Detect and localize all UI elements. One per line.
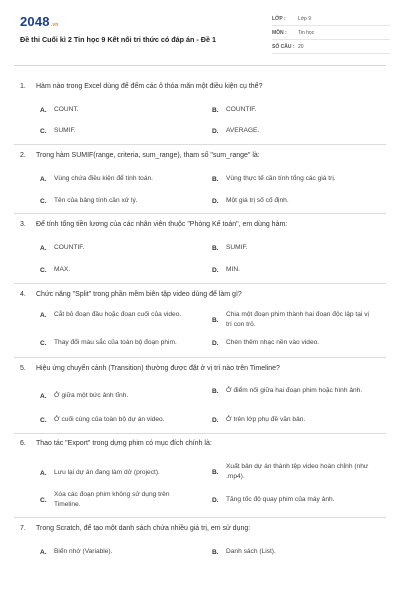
exam-info-table [272,12,390,54]
option-text: COUNTIF. [226,106,257,113]
option-letter: B. [212,106,219,114]
option-text: Chèn thêm nhạc nền vào video. [226,339,320,346]
question-text [20,291,242,298]
option-text: Thay đổi màu sắc của toàn bộ đoạn phim. [54,339,177,346]
info-label: MÔN : [272,29,287,36]
question-divider [14,517,386,518]
question-divider [14,144,386,145]
info-row-subject [272,26,390,40]
option-text: Tăng tốc độ quay phim của máy ảnh. [226,496,335,503]
option-c[interactable] [40,490,212,510]
info-value: Tin học [298,29,315,36]
question-number: 2. [20,152,26,159]
option-d[interactable] [212,415,305,425]
option-letter: D. [212,127,219,135]
option-text: Lưu lại dự án đang làm dở (project). [54,469,160,476]
option-text: Ở cuối cùng của toàn bộ dự án video. [54,416,165,423]
option-letter: D. [212,266,219,274]
option-letter: D. [212,339,219,347]
option-letter: A. [40,106,47,114]
option-b[interactable] [212,174,336,184]
question-number: 3. [20,221,26,228]
option-letter: A. [40,175,47,183]
question-body: Hàm nào trong Excel dùng để đếm các ô thỏa mãn một điều kiện cụ thể? [36,83,263,90]
info-value: Lớp 9 [298,15,312,22]
option-text: MIN. [226,266,240,273]
logo-suffix: .vn [50,22,59,28]
option-b[interactable] [212,243,248,253]
info-row-count [272,40,390,54]
question-divider [14,433,386,434]
logo-main: 2048 [20,14,50,29]
info-label: LỚP : [272,15,286,22]
question-divider [14,213,386,214]
question-divider [14,357,386,358]
question-text [20,152,260,159]
option-text: Cắt bỏ đoạn đầu hoặc đoạn cuối của video. [54,311,182,318]
option-letter: B. [212,244,219,252]
question-number: 1. [20,83,26,90]
option-text: Ở giữa một bức ảnh tĩnh. [54,392,129,399]
option-letter: C. [40,339,47,347]
option-c[interactable] [40,196,138,206]
option-letter: A. [40,244,47,252]
question-text [20,365,280,372]
info-row-class [272,12,390,26]
question-text [20,221,287,228]
info-value: 20 [298,43,304,50]
option-text: SUMIF. [226,244,248,251]
option-b[interactable] [212,386,388,396]
option-b[interactable] [212,105,256,115]
option-c[interactable] [40,126,76,136]
option-text: Danh sách (List). [226,548,276,555]
option-a[interactable] [40,468,160,478]
question-body: Để tính tổng tiền lương của các nhân viên thuộc "Phòng Kế toán", em dùng hàm: [36,221,288,228]
option-letter: C. [40,127,47,135]
option-a[interactable] [40,391,128,401]
option-letter: B. [212,387,219,395]
question-number: 7. [20,525,26,532]
option-text: COUNT. [54,106,79,113]
question-number: 6. [20,440,26,447]
question-body: Trong Scratch, để tạo một danh sách chứa nhiều giá trị, em sử dụng: [36,525,251,532]
option-text: Vùng thực tế cần tính tổng các giá trị. [226,175,336,182]
option-a[interactable] [40,547,112,557]
option-d[interactable] [212,495,335,505]
option-letter: C. [40,197,47,205]
option-d[interactable] [212,265,240,275]
option-letter: C. [40,416,47,424]
option-letter: A. [40,469,47,477]
option-b[interactable] [212,462,388,482]
question-number: 4. [20,291,26,298]
option-a[interactable] [40,174,153,184]
option-text: Biến nhớ (Variable). [54,548,113,555]
option-c[interactable] [40,265,70,275]
option-letter: B. [212,468,219,476]
option-text: MAX. [54,266,71,273]
site-logo[interactable] [20,14,59,29]
option-text: Ở điểm nối giữa hai đoạn phim hoặc hình ảnh. [226,387,363,394]
option-text: Tên của bảng tính cần xử lý. [54,197,138,204]
question-body: Hiệu ứng chuyển cảnh (Transition) thường được đặt ở vị trí nào trên Timeline? [36,365,280,372]
option-letter: A. [40,311,47,319]
question-text [20,83,262,90]
question-text [20,440,212,447]
option-c[interactable] [40,338,177,348]
option-a[interactable] [40,105,79,115]
option-a[interactable] [40,310,200,320]
option-letter: B. [212,548,219,556]
option-text: SUMIF. [54,127,76,134]
option-letter: D. [212,197,219,205]
exam-header [14,0,386,66]
option-letter: A. [40,392,47,400]
option-text: Xóa các đoạn phim không sử dụng trên Timeline. [54,491,170,508]
option-text: COUNTIF. [54,244,85,251]
option-a[interactable] [40,243,84,253]
option-text: Một giá trị số cố định. [226,197,289,204]
option-text: Ở trên lớp phụ đề văn bản. [226,416,306,423]
question-number: 5. [20,365,26,372]
option-letter: C. [40,266,47,274]
option-letter: B. [212,316,219,324]
option-letter: B. [212,175,219,183]
option-d[interactable] [212,196,289,206]
option-letter: C. [40,496,47,504]
question-body: Thao tác "Export" trong dựng phim có mục đích chính là: [36,440,212,447]
question-text [20,525,250,532]
option-text: Vùng chứa điều kiện để tính toán. [54,175,153,182]
info-label: SỐ CÂU : [272,43,295,50]
option-letter: D. [212,496,219,504]
option-text: AVERAGE. [226,127,260,134]
option-b[interactable] [212,310,388,330]
option-d[interactable] [212,126,259,136]
option-letter: D. [212,416,219,424]
exam-title: Đề thi Cuối kì 2 Tin học 9 Kết nối tri thức có đáp án - Đề 1 [20,35,216,44]
question-body: Trong hàm SUMIF(range, criteria, sum_range), tham số "sum_range" là: [36,152,260,159]
question-divider [14,283,386,284]
option-b[interactable] [212,547,276,557]
option-c[interactable] [40,415,165,425]
question-body: Chức năng "Split" trong phần mềm biên tập video dùng để làm gì? [36,291,242,298]
option-d[interactable] [212,338,319,348]
option-text: Xuất bản dự án thành tệp video hoàn chỉnh (như .mp4). [226,463,369,480]
option-text: Chia một đoạn phim thành hai đoạn độc lập tại vị trí con trỏ. [226,311,369,328]
option-letter: A. [40,548,47,556]
